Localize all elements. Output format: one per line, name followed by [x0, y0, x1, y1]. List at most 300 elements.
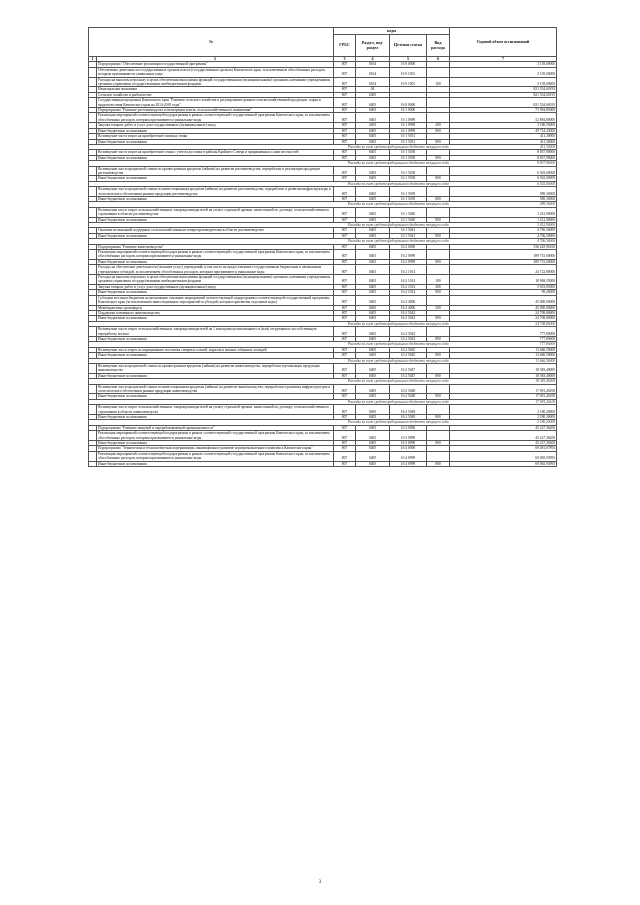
row-csr: 16 2 1014 [390, 275, 427, 285]
row-csr: 16 1 5031 [390, 139, 427, 144]
row-name: Реализация мероприятий соответствующей подпрограммы в рамках соответствующей государственной программы Камчатского края, за исключением обособленных расходов, которым присваиваются уникальные коды [97, 431, 334, 441]
row-vr: 100 [427, 275, 450, 285]
row-name: Иные бюджетные ассигнования [97, 176, 334, 181]
note-amount: 1 412,90000 [450, 223, 557, 228]
note-amount: 18 383,40000 [450, 379, 557, 384]
row-grbs: 807 [334, 77, 356, 87]
row-grbs: 807 [334, 166, 356, 176]
table-row [89, 98, 557, 108]
row-razdel: 0405 [356, 451, 390, 461]
header-idx-3: 3 [334, 57, 356, 62]
row-vr: 100 [427, 77, 450, 87]
note-label: Расходы за счет средств федерального бюджета текущего года [97, 342, 450, 347]
row-csr: 16 3 0999 [390, 431, 427, 441]
row-num-cell [89, 451, 97, 461]
row-razdel: 0405 [356, 431, 390, 441]
row-amount: 821 534,60193 [450, 98, 557, 108]
row-amount: 821 534,60193 [450, 92, 557, 97]
row-csr: 16 1 0999 [390, 123, 427, 128]
row-grbs: 807 [334, 123, 356, 128]
row-razdel: 0405 [356, 446, 390, 451]
row-razdel: 0405 [356, 259, 390, 264]
row-amount: 1 412,90000 [450, 207, 557, 217]
row-num-cell [89, 431, 97, 441]
row-amount: 17 091,26100 [450, 394, 557, 399]
row-csr: 16 2 1014 [390, 265, 427, 275]
row-num-cell [89, 67, 97, 77]
row-name: Реализация мероприятий соответствующей подпрограммы в рамках соответствующей государственной программы Камчатского края, за исключением обособленных расходов, которым присваиваются уникальные коды [97, 250, 334, 260]
row-amount: 389 715,00000 [450, 250, 557, 260]
header-idx-4: 4 [356, 57, 390, 62]
row-grbs: 807 [334, 92, 356, 97]
row-amount: 18 383,40000 [450, 373, 557, 378]
row-name: Иные бюджетные ассигнования [97, 415, 334, 420]
row-grbs: 807 [334, 67, 356, 77]
row-razdel: 0405 [356, 441, 390, 446]
row-name: Подпрограмма "Развитие пищевой и перерабатывающей промышленности" [97, 425, 334, 430]
header-grbs: ГРБС [334, 35, 356, 57]
row-razdel: 0405 [356, 461, 390, 466]
row-razdel: 0405 [356, 98, 390, 108]
note-label: Расходы за счет средств федерального бюджета текущего года [97, 399, 450, 404]
row-csr: 16 3 0999 [390, 441, 427, 446]
row-grbs: 807 [334, 87, 356, 92]
row-amount: 1 412,90000 [450, 217, 557, 222]
row-amount: 49 714,43000 [450, 128, 557, 133]
row-vr: 800 [427, 176, 450, 181]
row-razdel: 0405 [356, 336, 390, 341]
row-grbs: 807 [334, 305, 356, 310]
row-amount: 24 708,80000 [450, 316, 557, 321]
row-grbs: 807 [334, 265, 356, 275]
header-idx-7: 7 [450, 57, 557, 62]
row-razdel: 04 [356, 87, 390, 92]
row-razdel: 0405 [356, 166, 390, 176]
row-vr [427, 250, 450, 260]
row-csr: 16 3 0000 [390, 425, 427, 430]
row-csr: 16 1 5041 [390, 228, 427, 233]
row-name: Расходы на выплаты персоналу в целях обеспечения выполнения функций государственными (муниципальными) органами, казенными учреждениями, органами управления государственными внебюджетными фондами [97, 275, 334, 285]
table-row [89, 327, 557, 337]
row-grbs: 807 [334, 155, 356, 160]
row-num-cell [89, 166, 97, 176]
page-number: 3 [318, 880, 322, 885]
row-csr: 16 2 5048 [390, 384, 427, 394]
row-csr: 16 2 5043 [390, 336, 427, 341]
row-razdel: 0104 [356, 77, 390, 87]
table-row [89, 250, 557, 260]
row-csr: 16 2 5042 [390, 310, 427, 315]
row-csr: 16 9 1001 [390, 77, 427, 87]
row-vr [427, 451, 450, 461]
row-csr: 16 1 5031 [390, 134, 427, 139]
row-grbs: 807 [334, 98, 356, 108]
row-name: Иные бюджетные ассигнования [97, 316, 334, 321]
row-grbs: 807 [334, 139, 356, 144]
header-razdel: Раздел, под- раздел [356, 35, 390, 57]
row-name: Возмещение части процентной ставки по краткосрочным кредитам (займам) на развитие животноводства, переработки и реализации продукции животноводства [97, 363, 334, 373]
row-csr: 16 2 5048 [390, 394, 427, 399]
row-num-cell [89, 207, 97, 217]
table-row [89, 461, 557, 466]
table-row [89, 431, 557, 441]
row-csr: 16 2 4006 [390, 295, 427, 305]
row-name: Реализация мероприятий соответствующей подпрограммы в рамках соответствующей государственной программы Камчатского края, за исключением обособленных расходов, которым присваиваются уникальные коды [97, 113, 334, 123]
row-grbs: 807 [334, 128, 356, 133]
row-amount: 821 534,60193 [450, 87, 557, 92]
row-csr: 16 2 5047 [390, 373, 427, 378]
row-csr: 16 9 0000 [390, 62, 427, 67]
row-amount: 4 706,50000 [450, 233, 557, 238]
row-razdel: 0405 [356, 187, 390, 197]
row-name: Возмещение части затрат сельскохозяйственных товаропроизводителей на уплату страховой премии, начисленной по договору сельскохозяйственного страхования в области животноводства [97, 405, 334, 415]
row-grbs: 807 [334, 176, 356, 181]
row-amount: 69 065,93993 [450, 451, 557, 461]
row-csr: 16 2 1014 [390, 290, 427, 295]
table-row [89, 166, 557, 176]
row-razdel: 0405 [356, 113, 390, 123]
row-razdel: 0405 [356, 176, 390, 181]
row-vr [427, 113, 450, 123]
budget-table-sheet [88, 27, 556, 467]
row-amount: 411,30000 [450, 139, 557, 144]
row-name: Государственная программа Камчатского края "Развитие сельского хозяйства и регулирование рынков сельскохозяйственной продукции, сырья и продовольствия Камчатского края на 2014-2018 годы" [97, 98, 334, 108]
row-name: Возмещение части процентной ставки по инвестиционным кредитам (займам) на развитие животноводства, переработки и развития инфраструктуры и логистического обеспечения рынков продукции животноводства [97, 384, 334, 394]
note-label: Расходы за счет средств федерального бюджета текущего года [97, 379, 450, 384]
row-num-cell [89, 98, 97, 108]
row-amount: 3 180,55000 [450, 123, 557, 128]
note-label: Расходы за счет средств федерального бюджета текущего года [97, 239, 450, 244]
row-razdel: 0405 [356, 139, 390, 144]
note-label: Расходы за счет средств федерального бюджета текущего года [97, 321, 450, 326]
row-name: Иные бюджетные ассигнования [97, 441, 334, 446]
row-vr: 800 [427, 353, 450, 358]
row-razdel: 0405 [356, 244, 390, 249]
row-csr: 16 1 5038 [390, 155, 427, 160]
row-amount: 777,80000 [450, 327, 557, 337]
row-vr: 800 [427, 128, 450, 133]
row-razdel: 0405 [356, 373, 390, 378]
row-csr: 16 1 0000 [390, 108, 427, 113]
row-razdel: 0405 [356, 290, 390, 295]
row-amount: 18 383,40000 [450, 363, 557, 373]
row-amount: 589,30000 [450, 196, 557, 201]
row-name: Иные бюджетные ассигнования [97, 373, 334, 378]
row-razdel: 0405 [356, 265, 390, 275]
row-vr: 800 [427, 336, 450, 341]
row-vr [427, 98, 450, 108]
row-name: Обеспечение деятельности государственных органов власти (государственных органов) Камчатского края, за исключением обособленных расходов, которым присваиваются уникальные коды [97, 67, 334, 77]
row-razdel: 0405 [356, 284, 390, 289]
row-name: Расходы на выплаты персоналу в целях обеспечения выполнения функций государственными (муниципальными) органами, казенными учреждениями, органами управления государственными внебюджетными фондами [97, 77, 334, 87]
row-grbs: 807 [334, 113, 356, 123]
header-idx-5: 5 [390, 57, 427, 62]
row-csr: 16 2 5049 [390, 405, 427, 415]
row-name: Иные бюджетные ассигнования [97, 353, 334, 358]
row-name: Иные бюджетные ассигнования [97, 336, 334, 341]
row-razdel: 0405 [356, 228, 390, 233]
row-amount: 45 227,36200 [450, 425, 557, 430]
header-codes: коды [334, 28, 450, 35]
note-amount: 13 666,50000 [450, 358, 557, 363]
row-grbs: 807 [334, 284, 356, 289]
row-amount: 3 139,00000 [450, 77, 557, 87]
row-grbs: 807 [334, 275, 356, 285]
row-num-cell [89, 187, 97, 197]
row-name: Иные бюджетные ассигнования [97, 139, 334, 144]
row-razdel: 0405 [356, 108, 390, 113]
header-num: № [89, 28, 334, 57]
row-amount: 69 065,93993 [450, 461, 557, 466]
row-vr [427, 431, 450, 441]
note-amount: 6 502,00000 [450, 181, 557, 186]
note-amount: 8 837,90000 [450, 161, 557, 166]
row-razdel: 0405 [356, 155, 390, 160]
row-num-cell [89, 295, 97, 305]
row-name: Оказание несвязанной поддержки сельскохозяйственным товаропроизводителям в области растениеводства [97, 228, 334, 233]
row-razdel: 0405 [356, 363, 390, 373]
note-label: Расходы за счет средств федерального бюджета текущего года [97, 420, 450, 425]
row-vr: 500 [427, 305, 450, 310]
note-label: Расходы за счет средств федерального бюджета текущего года [97, 358, 450, 363]
row-num-cell [89, 405, 97, 415]
header-idx-1: 1 [89, 57, 97, 62]
row-razdel: 0405 [356, 310, 390, 315]
row-name: Возмещение части затрат сельскохозяйственных товаропроизводителей на 1 килограмм реализованного и (или) отгруженного на собственную переработку молока [97, 327, 334, 337]
row-vr: 800 [427, 259, 450, 264]
row-vr [427, 405, 450, 415]
row-razdel: 0405 [356, 384, 390, 394]
row-amount: 6 502,00000 [450, 166, 557, 176]
row-amount: 536 245,96100 [450, 244, 557, 249]
row-amount: 24 722,80000 [450, 265, 557, 275]
row-amount: 45 227,36200 [450, 441, 557, 446]
row-name: Иные бюджетные ассигнования [97, 233, 334, 238]
row-vr: 800 [427, 373, 450, 378]
row-csr: 16 2 5047 [390, 363, 427, 373]
row-vr: 800 [427, 233, 450, 238]
row-vr: 800 [427, 196, 450, 201]
row-amount: 13 666,50000 [450, 353, 557, 358]
row-grbs: 807 [334, 207, 356, 217]
row-csr: 16 9 1001 [390, 67, 427, 77]
row-amount: 5 653,85000 [450, 284, 557, 289]
row-name: Возмещение части процентной ставки по инвестиционным кредитам (займам) на развитие растениеводства, переработки и развития инфраструктуры и логистического обеспечения рынков продукции растениеводства [97, 187, 334, 197]
row-name: Подпрограмма "Развитие животноводства" [97, 244, 334, 249]
note-amount: 17 091,26100 [450, 399, 557, 404]
row-amount: 99,40000 [450, 290, 557, 295]
row-vr [427, 327, 450, 337]
row-name: Субсидии местным бюджетам на реализацию основных мероприятий соответствующей подпрограммы соответствующей государственной программы Камчатского края (за исключением инвестиционных мероприятий и субсидий, которым присвоены отдельные коды) [97, 295, 334, 305]
header-vr: Вид расхода [427, 35, 450, 57]
header-sum: Годовой объем ассигнований [450, 28, 557, 57]
row-amount: 18 969,55000 [450, 275, 557, 285]
note-amount: 2 180,20000 [450, 420, 557, 425]
row-vr: 200 [427, 284, 450, 289]
row-vr: 800 [427, 415, 450, 420]
row-csr: 16 1 5038 [390, 166, 427, 176]
row-csr: 16 1 5040 [390, 217, 427, 222]
row-csr: 16 2 5043 [390, 327, 427, 337]
row-name: Возмещение части затрат на приобретение элитных семян [97, 134, 334, 139]
row-vr [427, 295, 450, 305]
note-amount: 777,80000 [450, 342, 557, 347]
row-name: Возмещение части процентной ставки по краткосрочным кредитам (займам) на развитие растениеводства, переработки и реализации продукции растениеводства [97, 166, 334, 176]
note-amount: 4 706,50000 [450, 239, 557, 244]
row-vr: 200 [427, 123, 450, 128]
row-amount: 8 837,90000 [450, 155, 557, 160]
row-name: Расходы на обеспечение деятельности (оказание услуг) учреждений, в том числе на предоставление государственным бюджетным и автономным учреждениям субсидий, за исключением обособленных расходов, которым присваиваются уникальные коды [97, 265, 334, 275]
row-grbs: 807 [334, 373, 356, 378]
row-amount: 2 180,20000 [450, 415, 557, 420]
row-razdel: 0405 [356, 123, 390, 128]
row-grbs: 807 [334, 259, 356, 264]
note-amount: 589,30000 [450, 202, 557, 207]
row-amount: 24 708,80000 [450, 310, 557, 315]
row-grbs: 807 [334, 327, 356, 337]
row-csr: 16 2 5042 [390, 316, 427, 321]
table-row [89, 405, 557, 415]
row-num-cell [89, 327, 97, 337]
row-name: Закупка товаров, работ и услуг для государственных (муниципальных) нужд [97, 123, 334, 128]
row-razdel: 0405 [356, 295, 390, 305]
row-num-cell [89, 113, 97, 123]
row-grbs: 807 [334, 363, 356, 373]
row-num-cell [89, 275, 97, 285]
row-name: Межбюджетные трансферты [97, 305, 334, 310]
row-razdel: 0405 [356, 425, 390, 430]
table-row [89, 207, 557, 217]
table-row [89, 67, 557, 77]
row-amount: 389 715,00000 [450, 259, 557, 264]
row-amount: 4 706,50000 [450, 228, 557, 233]
row-name: Возмещение части затрат по наращиванию поголовья северных оленей, маралов и мясных табунных лошадей [97, 347, 334, 352]
row-amount: 13 666,50000 [450, 347, 557, 352]
row-vr: 800 [427, 316, 450, 321]
row-grbs: 807 [334, 290, 356, 295]
row-amount: 411,30000 [450, 134, 557, 139]
row-csr: 16 1 5039 [390, 196, 427, 201]
row-amount: 69 481,67893 [450, 446, 557, 451]
row-razdel: 0405 [356, 207, 390, 217]
row-amount: 75 994,85000 [450, 108, 557, 113]
row-grbs: 807 [334, 405, 356, 415]
row-grbs: 807 [334, 233, 356, 238]
row-num-cell [89, 461, 97, 466]
row-razdel: 0405 [356, 305, 390, 310]
row-razdel: 0405 [356, 250, 390, 260]
row-razdel: 0104 [356, 67, 390, 77]
table-row [89, 113, 557, 123]
table-row [89, 187, 557, 197]
note-amount: 24 708,80000 [450, 321, 557, 326]
row-name: Национальная экономика [97, 87, 334, 92]
row-grbs: 807 [334, 244, 356, 249]
row-grbs: 807 [334, 441, 356, 446]
row-razdel: 0405 [356, 275, 390, 285]
row-grbs: 807 [334, 415, 356, 420]
row-csr: 16 0 0000 [390, 98, 427, 108]
row-num-cell [89, 384, 97, 394]
row-grbs: 807 [334, 431, 356, 441]
note-label: Расходы за счет средств федерального бюджета текущего года [97, 202, 450, 207]
table-row [89, 295, 557, 305]
row-name: Иные бюджетные ассигнования [97, 461, 334, 466]
row-razdel: 0405 [356, 92, 390, 97]
table-row [89, 363, 557, 373]
row-name: Иные бюджетные ассигнования [97, 155, 334, 160]
row-grbs: 807 [334, 228, 356, 233]
row-razdel: 0405 [356, 316, 390, 321]
row-grbs: 807 [334, 217, 356, 222]
note-label: Расходы за счет средств федерального бюджета текущего года [97, 144, 450, 149]
row-name: Подпрограмма "Обеспечение реализации государственной программы" [97, 62, 334, 67]
row-csr: 16 1 5038 [390, 176, 427, 181]
row-csr: 16 2 0000 [390, 244, 427, 249]
row-razdel: 0405 [356, 134, 390, 139]
row-vr [427, 187, 450, 197]
row-name: Сельское хозяйство и рыболовство [97, 92, 334, 97]
row-razdel: 0405 [356, 128, 390, 133]
row-name: Возмещение части затрат сельскохозяйственных товаропроизводителей на уплату страховой премии, начисленной по договору сельскохозяйственного страхования в области растениеводства [97, 207, 334, 217]
row-name: Иные бюджетные ассигнования [97, 196, 334, 201]
row-grbs: 807 [334, 150, 356, 155]
row-vr: 800 [427, 290, 450, 295]
row-csr: 16 1 0999 [390, 113, 427, 123]
row-csr: 16 1 5041 [390, 233, 427, 238]
row-razdel: 0405 [356, 217, 390, 222]
row-name: Иные бюджетные ассигнования [97, 217, 334, 222]
row-amount: 3 139,00000 [450, 67, 557, 77]
row-vr: 800 [427, 217, 450, 222]
row-razdel: 0405 [356, 347, 390, 352]
row-name: Реализация мероприятий соответствующей подпрограммы в рамках соответствующей государственной программы Камчатского края, за исключением обособленных расходов, которым присваиваются уникальные коды [97, 451, 334, 461]
row-num-cell [89, 77, 97, 87]
row-grbs: 807 [334, 446, 356, 451]
row-num-cell [89, 265, 97, 275]
row-grbs: 807 [334, 316, 356, 321]
row-num-cell [89, 363, 97, 373]
note-label: Расходы за счет средств федерального бюджета текущего года [97, 181, 450, 186]
row-grbs: 807 [334, 451, 356, 461]
row-razdel: 0405 [356, 233, 390, 238]
row-grbs: 807 [334, 310, 356, 315]
row-grbs: 807 [334, 394, 356, 399]
row-grbs: 807 [334, 347, 356, 352]
row-csr: 16 4 0000 [390, 446, 427, 451]
row-grbs: 807 [334, 425, 356, 430]
row-csr: 16 2 5049 [390, 415, 427, 420]
row-csr: 16 1 5038 [390, 150, 427, 155]
row-name: Подпрограмма "Техническая и технологическая модернизация, инновационное развитие агропромышленного комплекса Камчатского края" [97, 446, 334, 451]
row-name: Поддержка племенного животноводства [97, 310, 334, 315]
row-vr: 800 [427, 441, 450, 446]
row-amount: 45 000,00000 [450, 295, 557, 305]
row-name: Возмещение части затрат на приобретение семян с учетом доставки в районы Крайнего Севера и приравненных к ним местностей [97, 150, 334, 155]
row-vr [427, 67, 450, 77]
row-amount: 52 894,80000 [450, 113, 557, 123]
row-amount: 17 091,26100 [450, 384, 557, 394]
row-name: Закупка товаров, работ и услуг для государственных (муниципальных) нужд [97, 284, 334, 289]
row-amount: 8 837,90000 [450, 150, 557, 155]
row-razdel: 0405 [356, 415, 390, 420]
row-grbs: 807 [334, 295, 356, 305]
row-amount: 3 139,00000 [450, 62, 557, 67]
table-row [89, 275, 557, 285]
row-grbs: 807 [334, 187, 356, 197]
row-razdel: 0405 [356, 405, 390, 415]
note-amount: 411,30000 [450, 144, 557, 149]
